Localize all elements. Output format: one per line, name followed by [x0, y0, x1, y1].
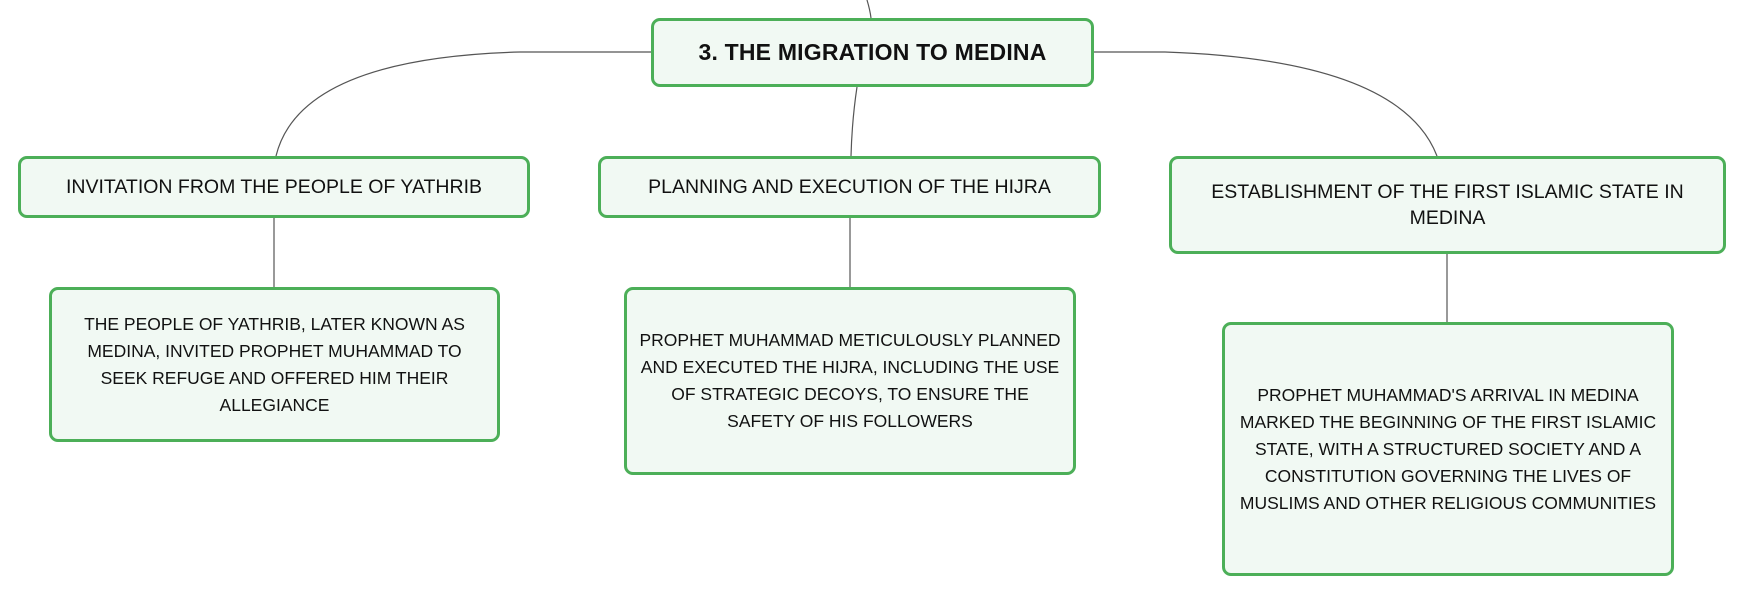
root-topic-label: 3. THE MIGRATION TO MEDINA	[698, 39, 1047, 65]
detail-text: PROPHET MUHAMMAD'S ARRIVAL IN MEDINA MARKED THE BEGINNING OF THE FIRST ISLAMIC STATE, WITH A STRUCTURED SOCIETY AND A CONSTITUTION GOVERNING THE LIVES OF MUSLIMS AND OTHER RELIGIOUS COMMUNITIES	[1239, 384, 1657, 513]
connector-root-to-branch-1	[276, 52, 651, 156]
branch-node-establishment[interactable]	[1169, 156, 1726, 254]
detail-node-planning[interactable]	[624, 287, 1076, 475]
detail-text: THE PEOPLE OF YATHRIB, LATER KNOWN AS MEDINA, INVITED PROPHET MUHAMMAD TO SEEK REFUGE AND OFFERED HIM THEIR ALLEGIANCE	[84, 313, 465, 415]
detail-node-invitation[interactable]	[49, 287, 500, 442]
connector-root-to-branch-2	[851, 87, 857, 156]
branch-label: INVITATION FROM THE PEOPLE OF YATHRIB	[65, 176, 483, 198]
detail-node-establishment[interactable]	[1222, 322, 1674, 576]
connector-from-parent	[867, 0, 871, 18]
branch-node-invitation[interactable]	[18, 156, 530, 218]
root-topic-node[interactable]	[651, 18, 1094, 87]
connector-root-to-branch-3	[1094, 52, 1437, 156]
branch-node-planning[interactable]	[598, 156, 1101, 218]
branch-label: ESTABLISHMENT OF THE FIRST ISLAMIC STATE IN MEDINA	[1211, 181, 1684, 229]
branch-label: PLANNING AND EXECUTION OF THE HIJRA	[648, 176, 1051, 198]
detail-text: PROPHET MUHAMMAD METICULOUSLY PLANNED AND EXECUTED THE HIJRA, INCLUDING THE USE OF STRATEGIC DECOYS, TO ENSURE THE SAFETY OF HIS FOLLOWERS	[639, 330, 1061, 431]
